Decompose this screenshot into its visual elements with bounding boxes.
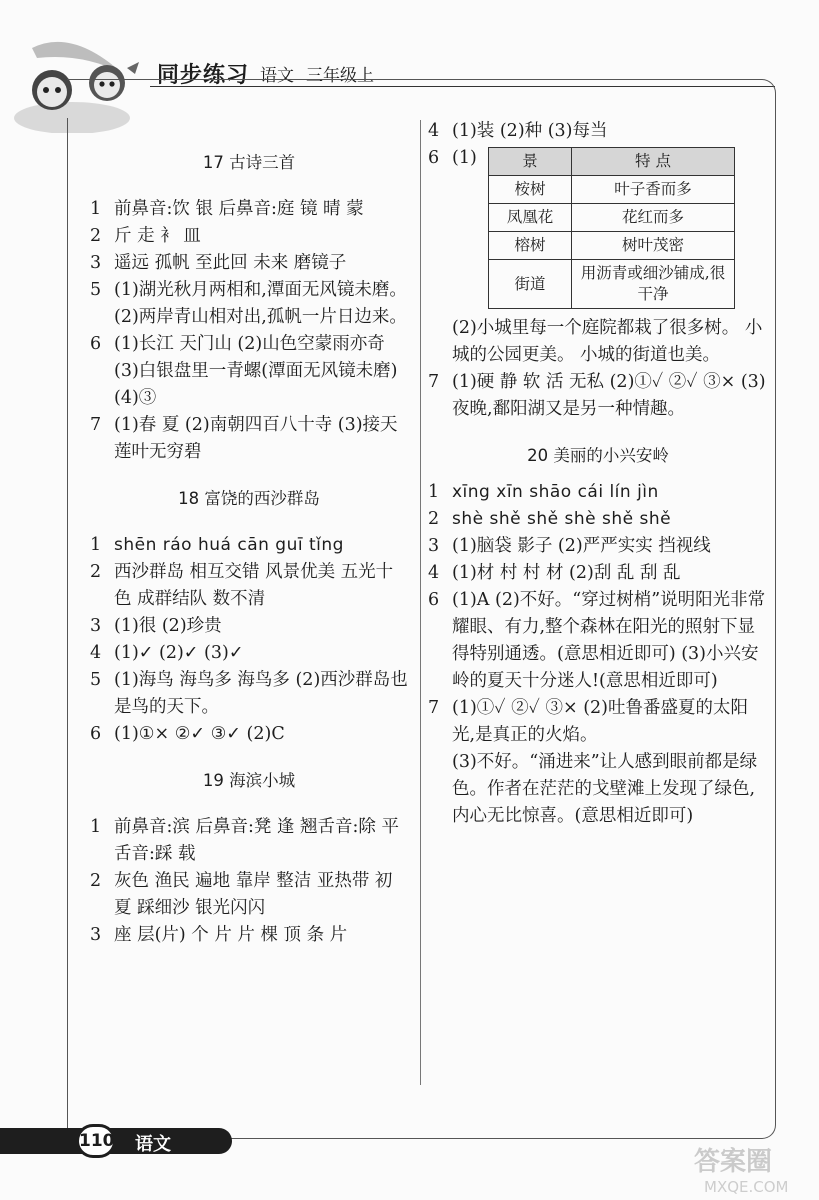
section-18-title: 18 富饶的西沙群岛: [178, 489, 320, 508]
list-item: 1 xīng xīn shāo cái lín jìn: [428, 482, 659, 502]
list-item: 1 前鼻音:滨 后鼻音:凳 逢 翘舌音:除 平舌音:踩 载: [90, 817, 399, 864]
list-item: 6 (1)长江 天门山 (2)山色空蒙雨亦奇 (3)白银盘里一青螺(潭面无风镜未磨) (4)③: [90, 334, 398, 408]
list-item: 2 shè shě shě shè shě shě: [428, 509, 672, 529]
list-item: 3 (1)很 (2)珍贵: [90, 616, 222, 636]
list-item: 5 (1)海鸟 海鸟多 海鸟多 (2)西沙群岛也是鸟的天下。: [90, 670, 408, 717]
footer-bar: [0, 1128, 232, 1154]
list-item: 4 (1)装 (2)种 (3)每当: [428, 121, 608, 141]
list-item: (3)不好。“涌进来”让人感到眼前都是绿色。作者在茫茫的戈壁滩上发现了绿色,内心无比惊喜。(意思相近即可): [452, 752, 758, 826]
list-item: 7 (1)①✓ ②✓ ③× (2)吐鲁番盛夏的太阳光,是真正的火焰。: [428, 698, 749, 745]
table-row: [489, 232, 735, 260]
table-cell: 街道: [489, 260, 572, 309]
q6-part2: (2)小城里每一个庭院都栽了很多树。 小城的公园更美。 小城的街道也美。: [452, 318, 763, 365]
watermark-url: MXQE.COM: [704, 1178, 789, 1196]
list-item: 7 (1)硬 静 软 活 无私 (2)①✓ ②✓ ③× (3)夜晚,鄱阳湖又是另一种情趣。: [428, 372, 766, 419]
section-19-title: 19 海滨小城: [202, 771, 296, 790]
table-row: [489, 260, 735, 309]
table-row: [489, 204, 735, 232]
brand-title: 同步练习: [157, 63, 250, 88]
list-item: 1 前鼻音:饮 银 后鼻音:庭 镜 晴 蒙: [90, 199, 364, 219]
table-header-row: [489, 148, 735, 176]
page-number: 110: [76, 1124, 116, 1158]
list-item: 4 (1)✓ (2)✓ (3)✓: [90, 643, 244, 663]
table-cell: 凤凰花: [489, 204, 572, 232]
column-divider: [420, 120, 421, 1085]
list-item: 4 (1)材 村 村 材 (2)刮 乱 刮 乱: [428, 563, 681, 583]
right-column: [428, 118, 768, 830]
section-20-title: 20 美丽的小兴安岭: [527, 446, 669, 465]
list-item: 6 (1)①× ②✓ ③✓ (2)C: [90, 724, 285, 744]
table-cell: 桉树: [489, 176, 572, 204]
header-grade: 三年级上: [306, 66, 374, 86]
list-item: 3 座 层(片) 个 片 片 棵 顶 条 片: [90, 925, 348, 945]
list-item: 1 shēn ráo huá cān guī tǐng: [90, 535, 344, 555]
list-item: 2 斤 走 衤 皿: [90, 226, 201, 246]
list-item: 3 遥远 孤帆 至此回 未来 磨镜子: [90, 253, 347, 273]
watermark-logo: [690, 1140, 815, 1198]
list-item: 3 (1)脑袋 影子 (2)严严实实 挡视线: [428, 536, 711, 556]
list-item: 2 灰色 渔民 遍地 靠岸 整洁 亚热带 初夏 踩细沙 银光闪闪: [90, 871, 393, 918]
list-item: 6 (1) 景 特 点 桉树 叶子香而多 凤凰花 花红而多 榕树 树叶茂密 街道 用沥青或细沙铺成,很干净 (2)小城里每一个庭院都栽了很多树。 小城的公园更美。 小城的街道也美。: [428, 145, 768, 369]
table-cell: 花红而多: [572, 204, 735, 232]
table-header: 特 点: [572, 148, 735, 176]
list-item: 5 (1)湖光秋月两相和,潭面无风镜未磨。(2)两岸青山相对出,孤帆一片日边来。: [90, 280, 407, 327]
list-item: 2 西沙群岛 相互交错 风景优美 五光十色 成群结队 数不清: [90, 562, 394, 609]
feature-table: [488, 147, 735, 309]
table-cell: 树叶茂密: [572, 232, 735, 260]
page-frame-left: [67, 118, 68, 1138]
left-column: [90, 148, 408, 949]
table-row: [489, 176, 735, 204]
section-17-title: 17 古诗三首: [202, 153, 296, 172]
table-cell: 榕树: [489, 232, 572, 260]
table-header: 景: [489, 148, 572, 176]
table-cell: 叶子香而多: [572, 176, 735, 204]
table-cell: 用沥青或细沙铺成,很干净: [572, 260, 735, 309]
list-item: 6 (1)A (2)不好。“穿过树梢”说明阳光非常耀眼、有力,整个森林在阳光的照射下显得特别通透。(意思相近即可) (3)小兴安岭的夏天十分迷人!(意思相近即可): [428, 590, 766, 691]
q6-prefix: (1): [452, 148, 477, 168]
footer-subject: 语文: [135, 1134, 171, 1155]
list-item: 7 (1)春 夏 (2)南朝四百八十寺 (3)接天莲叶无穷碧: [90, 415, 398, 462]
header-subject: 语文: [260, 66, 294, 86]
watermark-text: 答案圈: [694, 1147, 773, 1177]
